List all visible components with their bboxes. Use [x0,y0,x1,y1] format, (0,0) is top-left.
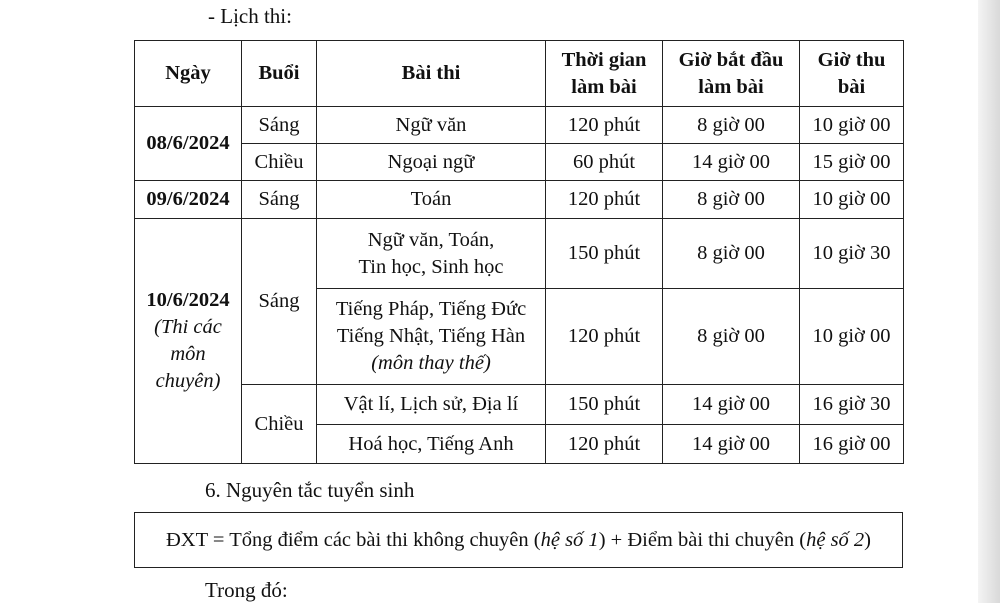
formula-text: ) [864,528,871,551]
header-duration: Thời gian làm bài [546,41,663,107]
schedule-heading: - Lịch thi: [208,4,292,28]
start-cell: 14 giờ 00 [663,144,800,181]
formula-coefficient: hệ số 2 [806,528,865,551]
start-cell: 14 giờ 00 [663,425,800,464]
day-cell: 09/6/2024 [135,181,242,219]
day-note: chuyên) [155,370,221,392]
end-cell: 15 giờ 00 [800,144,904,181]
exam-schedule-table [134,40,904,464]
table-row [135,385,904,425]
start-cell: 8 giờ 00 [663,219,800,289]
day-note: môn [170,343,206,365]
day-cell: 08/6/2024 [135,107,242,181]
header-end-time: Giờ thu bài [800,41,904,107]
section-title: 6. Nguyên tắc tuyển sinh [205,478,415,502]
session-cell: Chiều [242,385,317,464]
duration-cell: 120 phút [546,289,663,385]
duration-cell: 60 phút [546,144,663,181]
day-cell [135,219,242,464]
end-cell: 10 giờ 00 [800,181,904,219]
duration-cell: 120 phút [546,181,663,219]
table-row [135,219,904,289]
session-cell: Sáng [242,107,317,144]
duration-cell: 120 phút [546,107,663,144]
start-cell: 8 giờ 00 [663,107,800,144]
header-session: Buổi [242,41,317,107]
page-edge-shadow [978,0,1000,603]
formula-text: ) + Điểm bài thi chuyên ( [598,528,807,551]
table-row [135,107,904,144]
header-exam: Bài thi [317,41,546,107]
end-cell: 10 giờ 00 [800,289,904,385]
admission-formula-box [134,512,903,568]
formula-coefficient: hệ số 1 [540,528,599,551]
trong-do-label: Trong đó: [205,578,288,602]
end-cell: 16 giờ 30 [800,385,904,425]
header-day: Ngày [135,41,242,107]
duration-cell: 150 phút [546,219,663,289]
table-row [135,144,904,181]
end-cell: 16 giờ 00 [800,425,904,464]
day-date: 10/6/2024 [146,289,230,311]
duration-cell: 150 phút [546,385,663,425]
start-cell: 8 giờ 00 [663,289,800,385]
exam-cell: Vật lí, Lịch sử, Địa lí [317,385,546,425]
session-cell: Sáng [242,219,317,385]
end-cell: 10 giờ 30 [800,219,904,289]
table-row [135,181,904,219]
table-header-row [135,41,904,107]
exam-cell: Ngữ văn, Toán, Tin học, Sinh học [317,219,546,289]
exam-cell: Toán [317,181,546,219]
exam-cell: Ngữ văn [317,107,546,144]
end-cell: 10 giờ 00 [800,107,904,144]
exam-cell: Hoá học, Tiếng Anh [317,425,546,464]
start-cell: 14 giờ 00 [663,385,800,425]
formula-text: ĐXT = Tổng điểm các bài thi không chuyên ( [166,528,541,551]
exam-cell: Ngoại ngữ [317,144,546,181]
session-cell: Chiều [242,144,317,181]
day-note: (Thi các [154,316,222,338]
start-cell: 8 giờ 00 [663,181,800,219]
session-cell: Sáng [242,181,317,219]
header-start-time: Giờ bắt đầu làm bài [663,41,800,107]
duration-cell: 120 phút [546,425,663,464]
exam-cell: Tiếng Pháp, Tiếng Đức Tiếng Nhật, Tiếng Hàn (môn thay thế) [317,289,546,385]
